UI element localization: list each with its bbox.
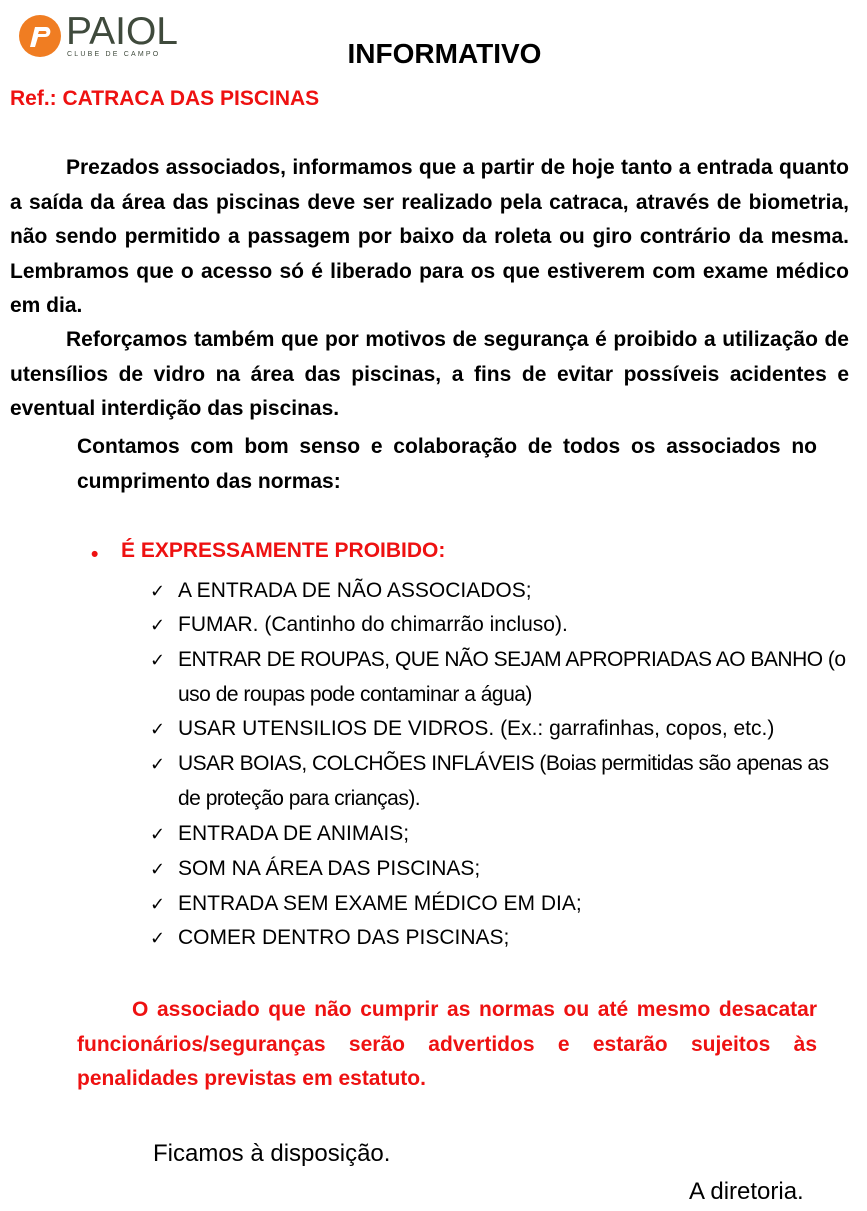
list-item: ✓ USAR UTENSILIOS DE VIDROS. (Ex.: garrafinhas, copos, etc.) bbox=[150, 712, 849, 748]
page-title: INFORMATIVO bbox=[347, 38, 542, 69]
list-item: ✓ ENTRADA DE ANIMAIS; bbox=[150, 817, 849, 853]
logo-name: PAIOL bbox=[66, 10, 178, 53]
prohibited-title: É EXPRESSAMENTE PROIBIDO: bbox=[121, 539, 446, 562]
signature: A diretoria. bbox=[689, 1178, 804, 1205]
closing-line: Ficamos à disposição. bbox=[153, 1140, 391, 1167]
checkmark-icon: ✓ bbox=[150, 894, 166, 915]
checkmark-icon: ✓ bbox=[150, 615, 166, 636]
logo-subtitle: CLUBE DE CAMPO bbox=[67, 51, 161, 58]
list-item: ✓ SOM NA ÁREA DAS PISCINAS; bbox=[150, 852, 849, 888]
paragraph-turnstile: Prezados associados, informamos que a partir de hoje tanto a entrada quanto a saída da área das piscinas deve ser realizado pela catraca, através de biometria, não sendo permitido a passagem por baixo da roleta ou giro contrário da mesma. Lembramos que o acesso só é liberado para os que estiverem com exame médico em dia. bbox=[10, 156, 849, 317]
list-item: ✓ ENTRADA SEM EXAME MÉDICO EM DIA; bbox=[150, 887, 849, 923]
checkmark-icon: ✓ bbox=[150, 581, 166, 602]
checkmark-icon: ✓ bbox=[150, 719, 166, 740]
list-item: ✓ ENTRAR DE ROUPAS, QUE NÃO SEJAM APROPRIADAS AO BANHO (o uso de roupas pode contaminar a água) bbox=[150, 643, 849, 712]
list-item: ✓ COMER DENTRO DAS PISCINAS; bbox=[150, 921, 849, 957]
checkmark-icon: ✓ bbox=[150, 824, 166, 845]
paragraph-cooperation: Contamos com bom senso e colaboração de todos os associados no cumprimento das normas: bbox=[77, 435, 817, 493]
warning-paragraph: O associado que não cumprir as normas ou até mesmo desacatar funcionários/seguranças serão advertidos e estarão sujeitos às penalidades previstas em estatuto. bbox=[77, 998, 817, 1090]
checkmark-icon: ✓ bbox=[150, 754, 166, 775]
list-item: ✓ FUMAR. (Cantinho do chimarrão incluso). bbox=[150, 608, 849, 644]
list-item: ✓ A ENTRADA DE NÃO ASSOCIADOS; bbox=[150, 574, 849, 610]
list-item: ✓ USAR BOIAS, COLCHÕES INFLÁVEIS (Boias permitidas são apenas as de proteção para crianças). bbox=[150, 747, 849, 816]
bullet-icon: • bbox=[91, 543, 99, 566]
checkmark-icon: ✓ bbox=[150, 650, 166, 671]
checkmark-icon: ✓ bbox=[150, 928, 166, 949]
reference-line: Ref.: CATRACA DAS PISCINAS bbox=[10, 87, 320, 110]
checkmark-icon: ✓ bbox=[150, 859, 166, 880]
paragraph-glass: Reforçamos também que por motivos de segurança é proibido a utilização de utensílios de vidro na área das piscinas, a fins de evitar possíveis acidentes e eventual interdição das piscinas. bbox=[10, 328, 849, 420]
